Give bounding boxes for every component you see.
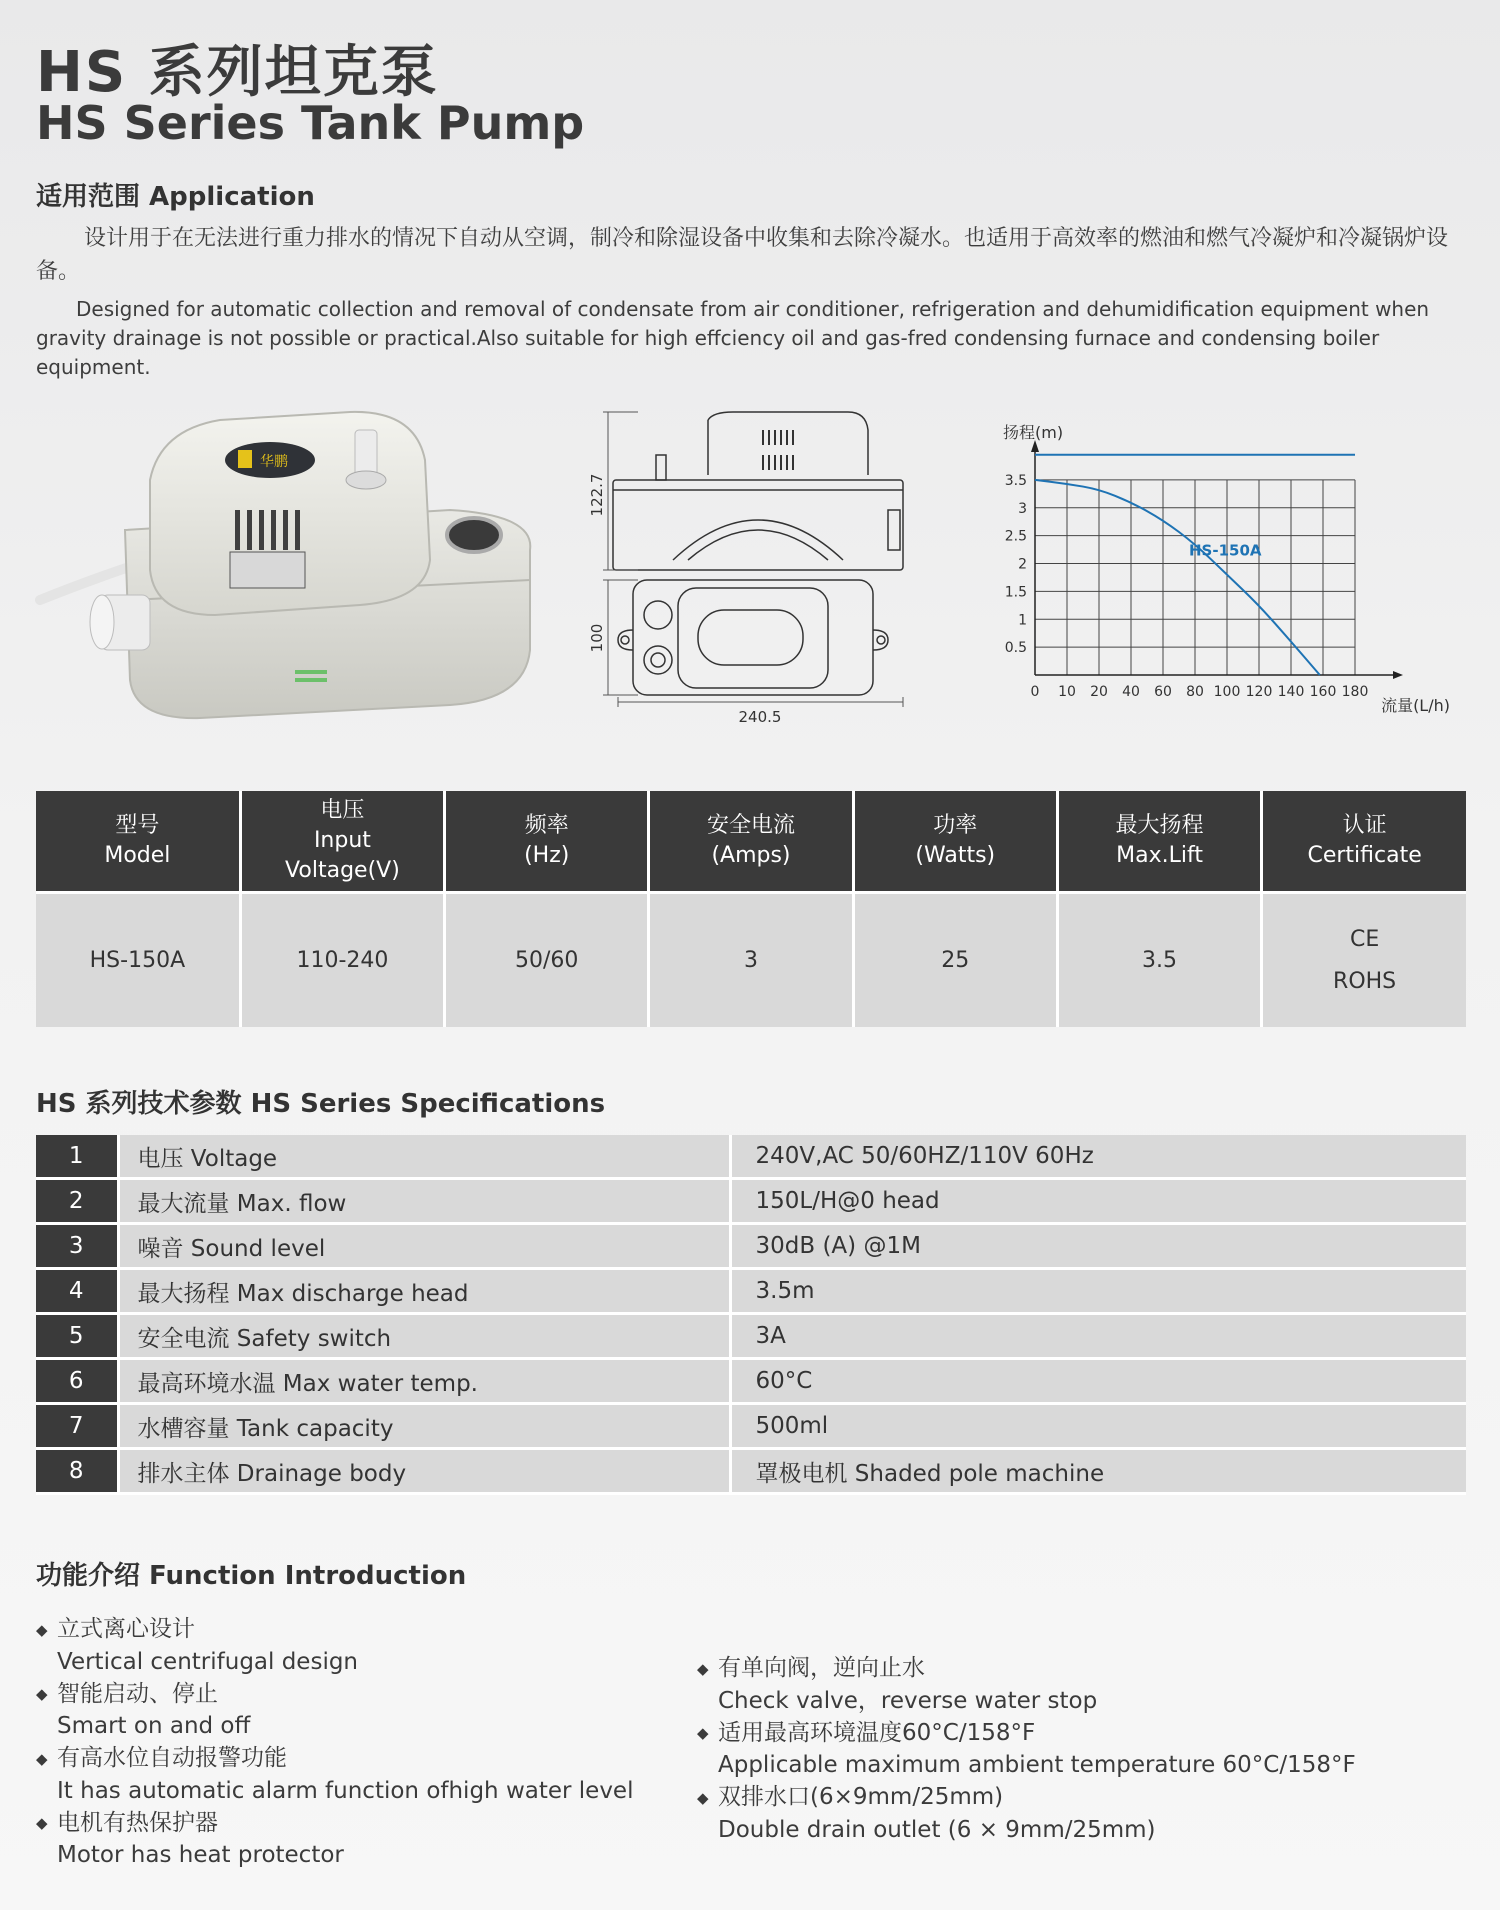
spec-row-value: 30dB (A) @1M: [730, 1224, 1466, 1269]
y-tick-label: 2.5: [1004, 528, 1027, 545]
x-tick-label: 120: [1245, 684, 1273, 700]
function-item-cn: [697, 1652, 1356, 1685]
spec-row: [36, 1404, 1466, 1449]
spec-cell-line: 3.5: [1142, 947, 1178, 973]
function-item-en: Vertical centrifugal design: [57, 1648, 359, 1675]
function-item-cn: [697, 1717, 1356, 1750]
spec-row-value: 240V,AC 50/60HZ/110V 60Hz: [730, 1135, 1466, 1179]
functions-list-left: [36, 1613, 633, 1871]
x-tick-label: 80: [1186, 684, 1204, 700]
spec-header-4: [853, 791, 1057, 893]
model-spec-table: [36, 791, 1466, 1027]
dimension-drawing: [588, 410, 918, 730]
function-item-en: Double drain outlet (6 × 9mm/25mm): [718, 1816, 1156, 1843]
series-line: [1035, 480, 1320, 675]
spec-row: [36, 1269, 1466, 1314]
dim-depth-label: 100: [588, 623, 606, 653]
page-title-cn: HS 系列坦克泵: [36, 40, 439, 105]
spec-row: [36, 1449, 1466, 1494]
x-tick-label: 100: [1213, 684, 1241, 700]
spec-header-line: Certificate: [1307, 843, 1422, 868]
spec-row-value: 60°C: [730, 1359, 1466, 1404]
x-tick-label: 180: [1341, 684, 1369, 700]
spec-header-2: [445, 791, 649, 893]
function-item: [697, 1781, 1356, 1846]
spec-cell-1: [240, 893, 444, 1028]
function-item: [697, 1652, 1356, 1717]
spec-cell-2: [445, 893, 649, 1028]
x-tick-label: 0: [1030, 684, 1040, 700]
diamond-bullet-icon: ◆: [36, 1685, 48, 1703]
function-item-en: Applicable maximum ambient temperature 60°C/158°F: [718, 1752, 1356, 1778]
specifications-heading: HS 系列技术参数 HS Series Specifications: [36, 1089, 606, 1119]
spec-header-line: (Amps): [711, 843, 791, 868]
spec-header-1: [240, 791, 444, 893]
spec-header-line: Input: [313, 828, 371, 853]
spec-row: [36, 1135, 1466, 1179]
diamond-bullet-icon: ◆: [36, 1814, 48, 1832]
diamond-bullet-icon: ◆: [697, 1724, 709, 1742]
spec-row: [36, 1359, 1466, 1404]
spec-header-line: Voltage(V): [285, 858, 400, 883]
spec-header-line: 功率: [933, 813, 978, 838]
spec-cell-6: [1262, 893, 1466, 1028]
function-item-en: Check valve，reverse water stop: [718, 1687, 1098, 1714]
function-item-cn-text: 适用最高环境温度60°C/158°F: [718, 1719, 1036, 1746]
spec-row-value: 150L/H@0 head: [730, 1179, 1466, 1224]
y-tick-label: 1: [1018, 612, 1027, 629]
spec-cell-line: 50/60: [515, 947, 579, 973]
series-label: HS-150A: [1189, 541, 1262, 560]
spec-row-num: 6: [36, 1359, 118, 1404]
spec-row-label: 最大流量 Max. flow: [118, 1179, 730, 1224]
application-text-cn: 设计用于在无法进行重力排水的情况下自动从空调，制冷和除湿设备中收集和去除冷凝水。也适用于高效率的燃油和燃气冷凝炉和冷凝锅炉设备。: [36, 226, 1449, 284]
product-logo-text: 华鹏: [260, 454, 288, 470]
spec-row-label: 排水主体 Drainage body: [118, 1449, 730, 1494]
x-tick-label: 40: [1122, 684, 1140, 700]
function-item-cn: [36, 1678, 633, 1711]
spec-row: [36, 1224, 1466, 1269]
function-item-cn: [36, 1613, 633, 1646]
spec-cell-line: 3: [743, 947, 758, 973]
function-item: [36, 1613, 633, 1678]
chart-series: [1035, 480, 1320, 675]
spec-row-label: 安全电流 Safety switch: [118, 1314, 730, 1359]
spec-row-num: 3: [36, 1224, 118, 1269]
function-item-cn-text: 有单向阀，逆向止水: [718, 1655, 925, 1681]
spec-row-label: 水槽容量 Tank capacity: [118, 1404, 730, 1449]
functions-heading: 功能介绍 Function Introduction: [36, 1561, 467, 1591]
chart-x-axis-label: 流量(L/h): [1381, 696, 1450, 715]
spec-row-value: 3A: [730, 1314, 1466, 1359]
function-item-cn-text: 双排水口(6×9mm/25mm): [718, 1784, 1004, 1810]
spec-header-line: 认证: [1342, 813, 1387, 838]
spec-row: [36, 1314, 1466, 1359]
y-tick-label: 2: [1018, 556, 1027, 573]
spec-row: [36, 1179, 1466, 1224]
function-item-cn-text: 电机有热保护器: [57, 1809, 218, 1836]
x-tick-label: 160: [1309, 684, 1337, 700]
diamond-bullet-icon: ◆: [36, 1620, 48, 1639]
x-tick-label: 140: [1277, 684, 1305, 700]
x-tick-label: 10: [1058, 684, 1076, 700]
function-item-en: Motor has heat protector: [57, 1842, 344, 1868]
x-tick-label: 60: [1154, 684, 1172, 700]
x-tick-label: 20: [1090, 684, 1108, 700]
function-item: [36, 1742, 633, 1807]
spec-cell-line: 110-240: [296, 947, 389, 973]
spec-row-label: 噪音 Sound level: [118, 1224, 730, 1269]
function-item-cn-text: 有高水位自动报警功能: [57, 1745, 287, 1771]
spec-cell-line: CE: [1349, 926, 1380, 952]
spec-row-label: 电压 Voltage: [118, 1135, 730, 1179]
diamond-bullet-icon: ◆: [697, 1659, 709, 1678]
spec-row-num: 1: [36, 1135, 118, 1179]
spec-header-3: [649, 791, 853, 893]
function-item-cn: [36, 1807, 633, 1840]
function-item: [36, 1807, 633, 1872]
spec-row-value: 500ml: [730, 1404, 1466, 1449]
function-item: [697, 1717, 1356, 1782]
spec-row-value: 3.5m: [730, 1269, 1466, 1314]
application-heading: 适用范围 Application: [36, 182, 315, 212]
function-item-en: It has automatic alarm function ofhigh water level: [57, 1777, 634, 1804]
spec-row-num: 2: [36, 1179, 118, 1224]
dim-width-label: 240.5: [738, 708, 782, 726]
spec-cell-0: [36, 893, 240, 1028]
spec-row-value: 罩极电机 Shaded pole machine: [730, 1449, 1466, 1494]
spec-row-label: 最大扬程 Max discharge head: [118, 1269, 730, 1314]
page-title-en: HS Series Tank Pump: [36, 96, 585, 150]
spec-header-5: [1057, 791, 1261, 893]
diamond-bullet-icon: ◆: [697, 1788, 709, 1807]
spec-cell-line: ROHS: [1333, 968, 1397, 994]
spec-cell-5: [1057, 893, 1261, 1028]
spec-cell-4: [853, 893, 1057, 1028]
spec-header-line: 型号: [115, 813, 160, 838]
function-item-cn-text: 智能启动、停止: [57, 1680, 218, 1707]
spec-header-line: 频率: [524, 813, 569, 838]
spec-header-line: 电压: [320, 798, 365, 823]
y-tick-label: 3: [1018, 500, 1027, 517]
product-photo: [30, 400, 550, 730]
function-item-cn-text: 立式离心设计: [57, 1616, 195, 1642]
spec-cell-line: 25: [941, 947, 970, 973]
spec-header-line: (Hz): [524, 843, 570, 868]
y-tick-label: 1.5: [1004, 584, 1027, 601]
specifications-table: [36, 1135, 1466, 1495]
y-tick-label: 3.5: [1004, 472, 1027, 489]
spec-header-line: Model: [104, 843, 171, 868]
spec-row-num: 5: [36, 1314, 118, 1359]
spec-row-num: 8: [36, 1449, 118, 1494]
spec-header-0: [36, 791, 240, 893]
dim-height-label: 122.7: [588, 473, 606, 517]
spec-header-line: (Watts): [915, 843, 996, 868]
diamond-bullet-icon: ◆: [36, 1749, 48, 1768]
chart-ticks: [1005, 473, 1369, 700]
chart-y-axis-label: 扬程(m): [1003, 423, 1064, 442]
chart-grid: [1035, 480, 1355, 675]
function-item-en: Smart on and off: [57, 1713, 251, 1739]
function-item-cn: [36, 1742, 633, 1775]
spec-cell-line: HS-150A: [89, 947, 186, 973]
function-item-cn: [697, 1781, 1356, 1814]
spec-row-label: 最高环境水温 Max water temp.: [118, 1359, 730, 1404]
spec-header-line: 安全电流: [706, 813, 795, 838]
function-item: [36, 1678, 633, 1743]
spec-row-num: 7: [36, 1404, 118, 1449]
chart-axes: [1031, 440, 1403, 679]
spec-row-num: 4: [36, 1269, 118, 1314]
spec-header-line: Max.Lift: [1116, 843, 1203, 868]
application-text-en: Designed for automatic collection and removal of condensate from air conditioner, refrigeration and dehumidification equipment when gravity drainage is not possible or practical.Also suitable for high effciency oil and gas-fred condensing furnace and condensing boiler equipment.: [36, 297, 1430, 379]
performance-chart: [990, 420, 1480, 725]
spec-cell-3: [649, 893, 853, 1028]
functions-list-right: [697, 1652, 1356, 1846]
spec-header-line: 最大扬程: [1115, 813, 1204, 838]
y-tick-label: 0.5: [1004, 640, 1027, 657]
x-axis-arrow-icon: [1393, 671, 1403, 679]
spec-header-6: [1262, 791, 1466, 893]
